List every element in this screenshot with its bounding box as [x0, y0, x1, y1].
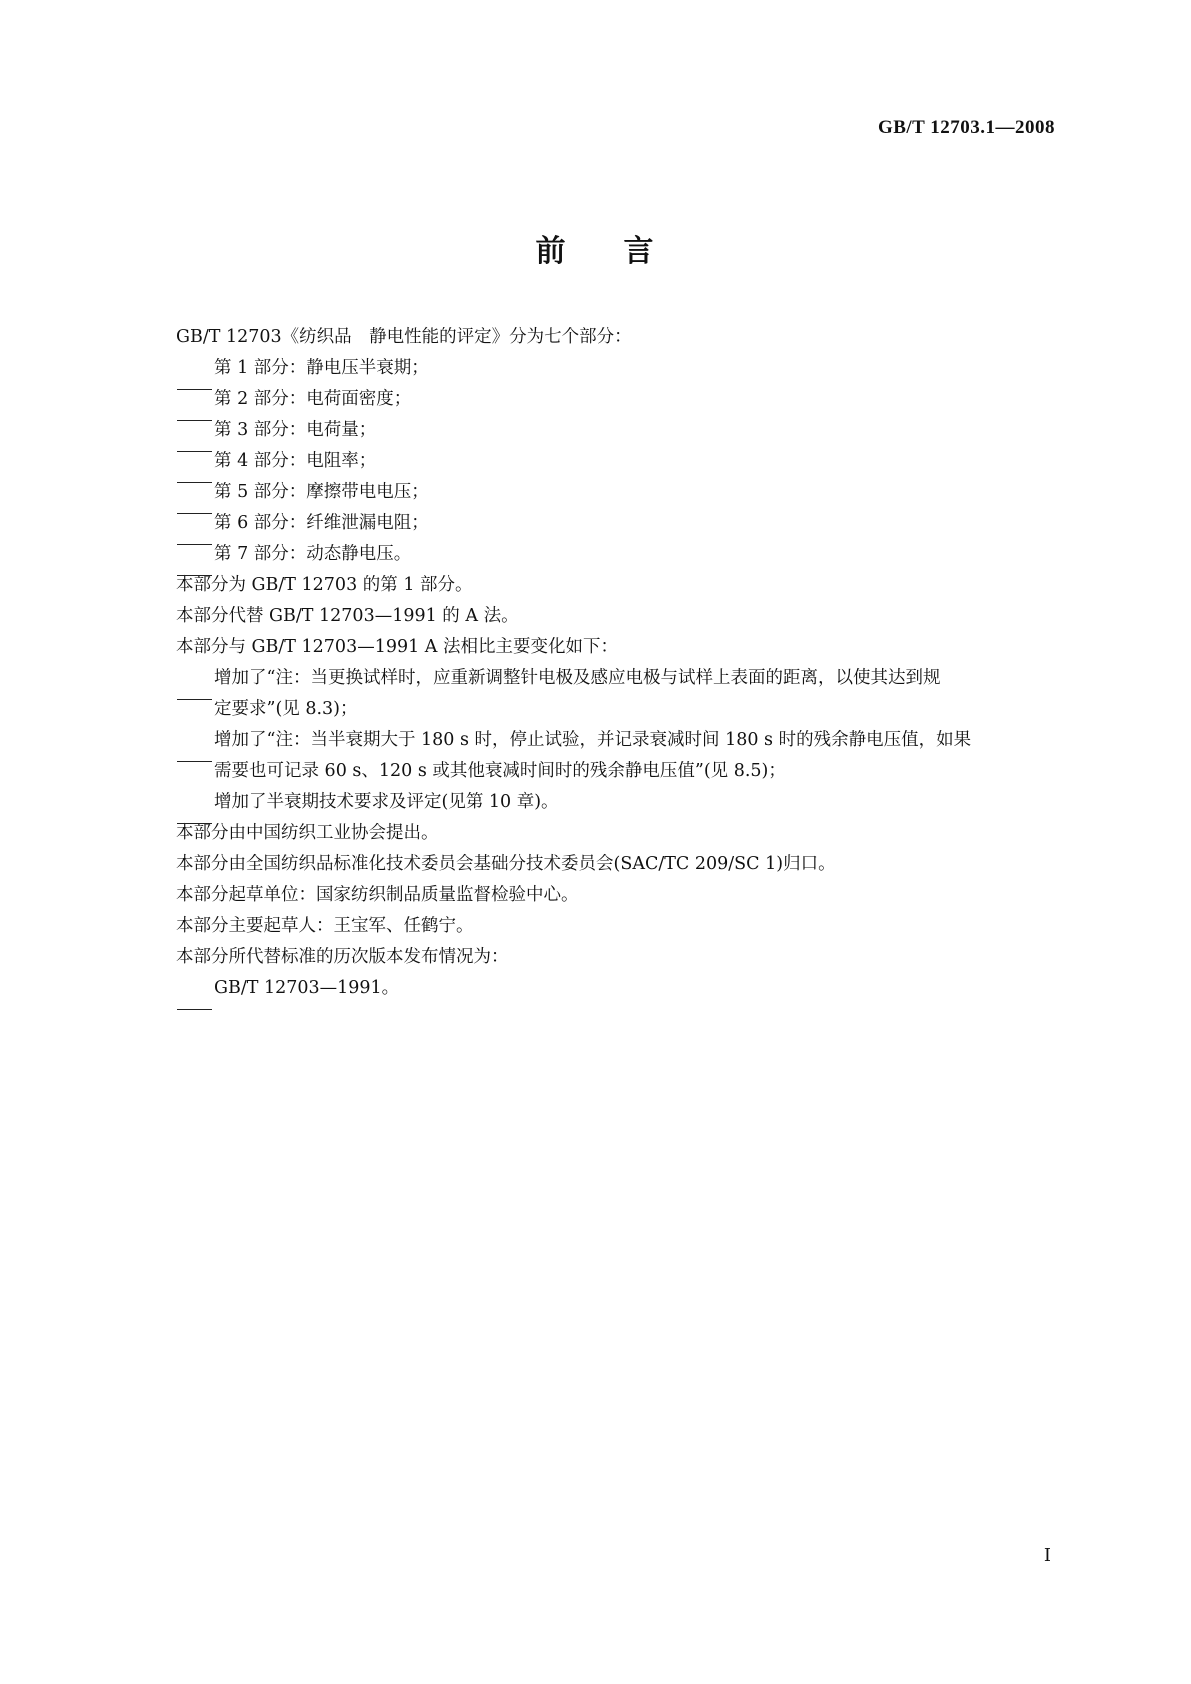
change-item-continuation: 需要也可记录 60 s、120 s 或其他衰减时间时的残余静电压值”(见 8.5)；: [214, 761, 786, 781]
list-item: [176, 384, 1056, 415]
change-item: [176, 663, 1056, 694]
page-title: [0, 226, 1191, 270]
list-item-text: 第 4 部分：电阻率；: [214, 451, 377, 471]
list-item: [176, 477, 1056, 508]
list-item-text: 第 2 部分：电荷面密度；: [214, 389, 412, 409]
page-number: Ⅰ: [1043, 1545, 1051, 1565]
list-item: [176, 446, 1056, 477]
drafting-unit-paragraph: 本部分起草单位：国家纺织制品质量监督检验中心。: [176, 885, 579, 905]
list-item: [176, 539, 1056, 570]
title-char-1: 前: [535, 234, 568, 269]
change-item: [176, 787, 1056, 818]
change-item-text: 增加了“注：当半衰期大于 180 s 时，停止试验，并记录衰减时间 180 s 时的残余静电压值，如果: [214, 730, 972, 750]
preface-body: [176, 322, 1056, 1004]
drafters-paragraph: 本部分主要起草人：王宝军、任鹤宁。: [176, 916, 474, 936]
proposed-paragraph: 本部分由中国纺织工业协会提出。: [176, 823, 439, 843]
change-item: [176, 725, 1056, 756]
list-item-text: 第 3 部分：电荷量；: [214, 420, 377, 440]
list-item: [176, 508, 1056, 539]
list-item: [176, 415, 1056, 446]
list-item-text: 第 6 部分：纤维泄漏电阻；: [214, 513, 429, 533]
changes-intro-paragraph: 本部分与 GB/T 12703—1991 A 法相比主要变化如下：: [176, 637, 619, 657]
change-item-continuation: 定要求”(见 8.3)；: [214, 699, 358, 719]
list-item: [176, 353, 1056, 384]
history-item-text: GB/T 12703—1991。: [214, 978, 400, 998]
intro-paragraph: GB/T 12703《纺织品 静电性能的评定》分为七个部分：: [176, 327, 632, 347]
history-item: [176, 973, 1056, 1004]
history-intro-paragraph: 本部分所代替标准的历次版本发布情况为：: [176, 947, 509, 967]
centralized-paragraph: 本部分由全国纺织品标准化技术委员会基础分技术委员会(SAC/TC 209/SC 1)归口。: [176, 854, 836, 874]
replaces-paragraph: 本部分代替 GB/T 12703—1991 的 A 法。: [176, 606, 519, 626]
list-item-text: 第 7 部分：动态静电压。: [214, 544, 412, 564]
change-item-text: 增加了半衰期技术要求及评定(见第 10 章)。: [214, 792, 559, 812]
change-item-text: 增加了“注：当更换试样时，应重新调整针电极及感应电极与试样上表面的距离，以使其达到规: [214, 668, 941, 688]
list-item-text: 第 1 部分：静电压半衰期；: [214, 358, 429, 378]
title-char-2: 言: [623, 234, 656, 269]
standard-code: GB/T 12703.1—2008: [877, 117, 1055, 138]
part-of-paragraph: 本部分为 GB/T 12703 的第 1 部分。: [176, 575, 473, 595]
list-item-text: 第 5 部分：摩擦带电电压；: [214, 482, 429, 502]
